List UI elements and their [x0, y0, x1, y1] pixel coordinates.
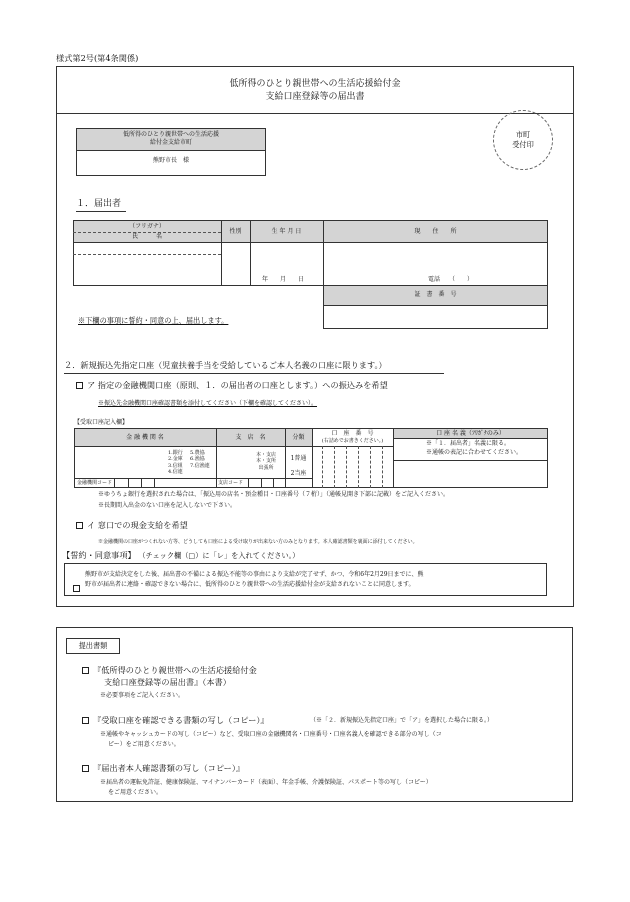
doc-item3-checkbox[interactable] — [82, 765, 89, 772]
branch-type-item[interactable]: 本・支所 — [256, 458, 277, 465]
option-i-note: ※金融機関の口座がつくれない方等、どうしても口座による受け取りが出来ない方のみとなります。本人確認書類を裏面に添付してください。 — [98, 539, 418, 545]
name-input[interactable] — [74, 255, 220, 285]
pledge-instruction: （チェック欄（□）に「レ」を入れてください。） — [138, 551, 300, 560]
branch-types — [256, 452, 276, 471]
option-a-checkbox[interactable] — [76, 382, 83, 389]
row-line — [393, 438, 548, 439]
section1-underline — [76, 211, 126, 212]
branch-name-label: 支 店 名 — [235, 434, 266, 441]
section2-heading: ２．新規振込先指定口座（児童扶養手当を受給しているご本人名義の口座に限ります。） — [64, 360, 387, 370]
doc-item2-title: 『受取口座を確認できる書類の写し（コピー）』 — [93, 715, 269, 725]
holder-note-1: ※「１．届出者」名義に限る。 — [426, 440, 511, 447]
pledge-heading-row — [62, 550, 299, 561]
doc-item2 — [82, 715, 269, 726]
bank-types-col1 — [168, 450, 183, 475]
digit-divider — [334, 446, 335, 488]
agree-note: ※下欄の事項に誓約・同意の上、届出します。 — [78, 316, 229, 325]
doc-item1-line2: 支給口座登録等の届出書』（本書） — [104, 677, 231, 687]
form-number: 様式第2号(第4条関係) — [56, 53, 139, 63]
bank-type-item[interactable]: 7.信漁連 — [190, 462, 210, 469]
row-line — [74, 478, 312, 479]
bank-type-item[interactable]: 3.信組 — [168, 462, 183, 469]
phone-label: 電話 （ ） — [428, 276, 474, 283]
acct-type-ordinary[interactable]: 1普通 — [290, 455, 307, 462]
option-a-row — [76, 380, 388, 391]
pledge-box — [64, 563, 547, 596]
furigana-label: （フリガナ） — [129, 223, 165, 230]
row-line — [393, 460, 548, 461]
gender-label: 性別 — [229, 228, 242, 235]
option-a-note: ※振込先金融機関口座確認書類を添付してください（下欄を確認してください）。 — [98, 400, 318, 407]
category-label: 分類 — [292, 434, 305, 441]
code-cell-line — [273, 478, 274, 488]
address-line1: 低所得のひとり親世帯への生活応援 — [122, 131, 219, 138]
digit-divider — [322, 446, 323, 488]
stamp-label-2: 受付印 — [512, 140, 534, 149]
doc-item1 — [82, 665, 257, 676]
cert-number-label: 証 書 番 号 — [414, 291, 457, 298]
recipient-text: 熊野市長 様 — [152, 157, 189, 164]
code-cell-line — [128, 478, 129, 488]
code-cell-line — [248, 478, 249, 488]
receipt-label: 【受取口座記入欄】 — [74, 419, 129, 426]
title-divider — [56, 113, 574, 114]
code-cell-line — [114, 478, 116, 488]
option-i-checkbox[interactable] — [76, 522, 83, 529]
pledge-heading: 【誓約・同意事項】 — [62, 550, 136, 560]
bank-code-label: 金融機関コード — [77, 480, 113, 486]
form-title-line2: 支給口座登録等の届出書 — [265, 92, 365, 102]
branch-code-label: 支店コード — [218, 480, 244, 486]
option-a-label: ア 指定の金融機関口座（原則、１．の届出者の口座とします。）への振込みを希望 — [87, 380, 388, 390]
address-line2: 給付金支給市町 — [149, 139, 192, 146]
pledge-text-1: 熊野市が支給決定をした後、届出書の不備による振込不能等の事由により支給が完了せず、かつ、令和6年2月29日までに、熊 — [85, 571, 424, 578]
code-cell-line — [141, 478, 142, 488]
furigana-input[interactable] — [74, 243, 220, 253]
bank-type-item[interactable]: 5.農協 — [190, 450, 205, 456]
bank-types-col2 — [190, 450, 210, 469]
branch-type-item[interactable]: 本・支店 — [256, 452, 277, 458]
code-cell-line — [154, 478, 155, 488]
bank-name-label: 金 融 機 関 名 — [126, 434, 164, 441]
address-box-divider — [76, 150, 266, 151]
digit-divider — [346, 446, 347, 488]
option-i-row — [76, 520, 188, 531]
gender-input[interactable] — [222, 243, 249, 285]
holder-note-2: ※通帳の表記に合わせてください。 — [426, 449, 523, 456]
digit-divider — [370, 446, 371, 488]
bank-type-item[interactable]: 1.銀行 — [168, 450, 183, 456]
pledge-checkbox-wrap — [73, 576, 84, 595]
documents-label-box — [66, 638, 120, 654]
stamp-label-1: 市町 — [515, 130, 531, 139]
dob-units: 年 月 日 — [262, 276, 305, 283]
account-no-sublabel: (右詰めでお書きください。) — [321, 438, 384, 444]
note-yucho: ※ゆうちょ銀行を選択された場合は、「振込用の店名・預金種目・口座番号（７桁）」（通帳見開き下部に記載）をご記入ください。 — [98, 491, 450, 498]
address-label: 現 住 所 — [414, 228, 457, 235]
doc-item3-note1: ※届出者の運転免許証、健康保険証、マイナンバーカード（表面）、年金手帳、介護保険証、パスポート等の写し（コピー） — [100, 779, 432, 786]
branch-type-item[interactable]: 出張所 — [258, 464, 274, 471]
digit-divider — [358, 446, 359, 488]
doc-item2-checkbox[interactable] — [82, 717, 89, 724]
bank-type-item[interactable]: 6.漁協 — [190, 456, 205, 463]
dob-label: 生 年 月 日 — [271, 228, 302, 235]
cert-number-input[interactable] — [324, 306, 547, 328]
note-nonbank: ※長期間入出金のない口座を記入しないで下さい。 — [98, 502, 237, 509]
pledge-checkbox[interactable] — [73, 585, 80, 592]
holder-label: 口 座 名 義（ﾌﾘｶﾞﾅのみ） — [436, 430, 505, 437]
doc-item2-note2: ピー）をご用意ください。 — [108, 741, 180, 748]
acct-type-current[interactable]: 2当座 — [290, 470, 307, 477]
doc-item2-condition: （※「２．新規振込先指定口座」で「ア」を選択した場合に限る。） — [310, 717, 494, 724]
section2-underline — [64, 373, 444, 374]
option-i-label: イ 窓口での現金支給を希望 — [87, 520, 188, 530]
form-title-line1: 低所得のひとり親世帯への生活応援給付金 — [229, 79, 401, 89]
doc-item1-checkbox[interactable] — [82, 667, 89, 674]
doc-item3-title: 『届出者本人確認書類の写し（コピー）』 — [93, 763, 245, 773]
doc-item3 — [82, 763, 244, 774]
code-cell-line — [261, 478, 262, 488]
digit-divider — [382, 446, 383, 488]
section1-heading: １．届出者 — [76, 199, 122, 209]
doc-item2-note1: ※通帳やキャッシュカードの写し（コピー）など、受取口座の金融機関名・口座番号・口座名義人を確認できる部分の写し（コ — [100, 731, 442, 738]
documents-label: 提出書類 — [78, 641, 108, 651]
doc-item1-line1: 『低所得のひとり親世帯への生活応援給付金 — [93, 665, 257, 675]
bank-type-item[interactable]: 2.金庫 — [168, 456, 183, 463]
name-label: 氏 名 — [131, 233, 162, 240]
doc-item3-note2: をご用意ください。 — [108, 789, 163, 796]
bank-type-item[interactable]: 4.信連 — [168, 468, 183, 475]
pledge-text-2: 野市が届出者に連絡・確認できない場合に、低所得のひとり親世帯への生活応援給付金が支給されないことに同意します。 — [85, 581, 415, 588]
account-no-label: 口 座 番 号 — [331, 430, 374, 437]
doc-item1-note: ※必要事項をご記入ください。 — [100, 692, 185, 699]
